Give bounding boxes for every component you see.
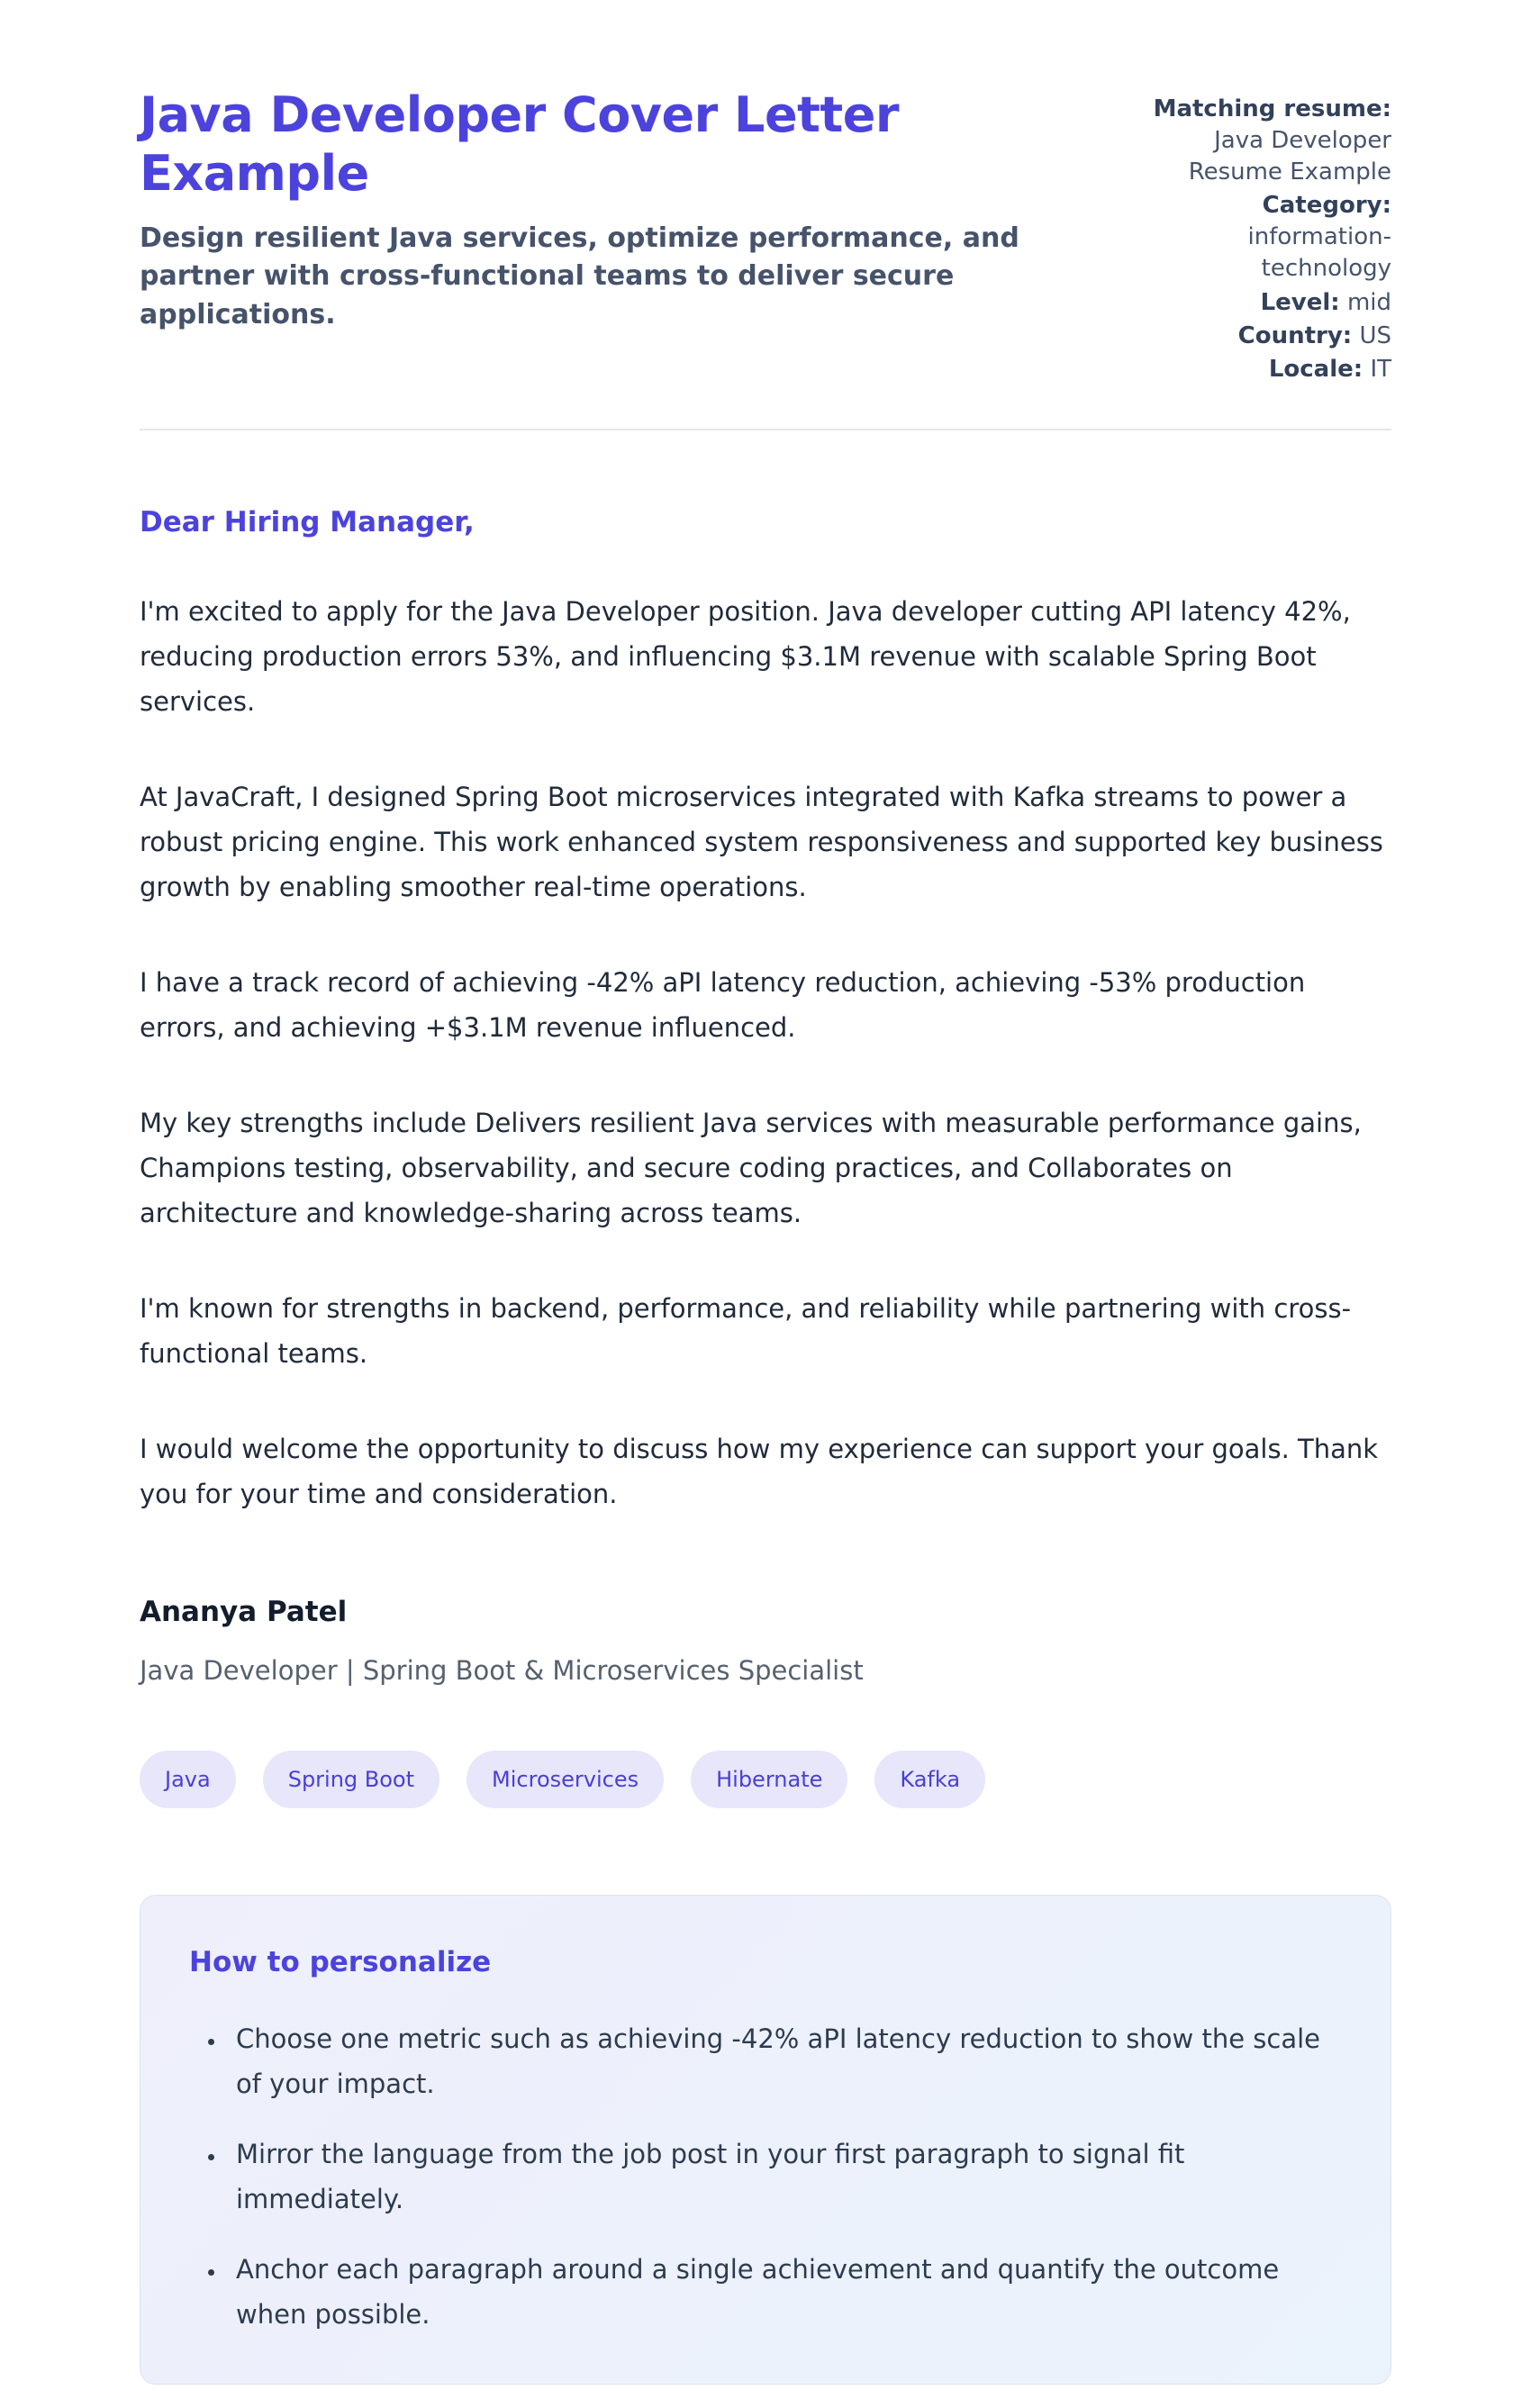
meta-country-label: Country:	[1237, 321, 1353, 349]
meta-category	[1121, 190, 1391, 285]
personalize-tip: • Mirror the language from the job post in your first paragraph to signal fit immediately.	[227, 2132, 1342, 2222]
tag-list	[140, 1751, 1391, 1808]
meta-locale-label: Locale:	[1268, 355, 1363, 383]
tag-chip-hibernate[interactable]: Hibernate	[691, 1751, 847, 1808]
meta-locale	[1121, 354, 1391, 385]
meta-matching-resume	[1121, 94, 1391, 188]
tag-chip-java[interactable]: Java	[140, 1751, 236, 1808]
personalize-card	[140, 1895, 1391, 2385]
meta-matching-resume-value: Java Developer Resume Example	[1188, 127, 1391, 186]
header-meta	[1121, 86, 1391, 387]
meta-category-value: information-technology	[1247, 223, 1391, 283]
letter-paragraph: I would welcome the opportunity to discuss how my experience can support your goals. Thank you for your time and consideration.	[140, 1433, 1379, 1509]
signature-name: Ananya Patel	[140, 1595, 348, 1628]
letter-paragraph: My key strengths include Delivers resilient Java services with measurable performance gains, Champions testing, observability, and secure coding practices, and Collaborates on architecture and knowledge-sharing across teams.	[140, 1107, 1362, 1228]
meta-level-value: mid	[1346, 288, 1391, 316]
letter-paragraph: I have a track record of achieving -42% aPI latency reduction, achieving -53% production errors, and achieving +$3.1M revenue influenced.	[140, 966, 1306, 1043]
tag-chip-microservices[interactable]: Microservices	[467, 1751, 664, 1808]
personalize-tip: • Anchor each paragraph around a single achievement and quantify the outcome when possible.	[227, 2247, 1342, 2337]
meta-country-value: US	[1359, 321, 1391, 349]
tag-chip-spring-boot[interactable]: Spring Boot	[263, 1751, 439, 1808]
signature-role: Java Developer | Spring Boot & Microservices Specialist	[140, 1654, 864, 1686]
meta-locale-value: IT	[1370, 355, 1391, 383]
tag-chip-kafka[interactable]: Kafka	[874, 1751, 985, 1808]
meta-level-label: Level:	[1260, 288, 1340, 316]
page-header	[140, 86, 1391, 430]
letter-body	[140, 506, 1391, 1686]
letter-paragraph: At JavaCraft, I designed Spring Boot microservices integrated with Kafka streams to power a robust pricing engine. This work enhanced system responsiveness and supported key business growth by enabling smoother real-time operations.	[140, 781, 1383, 902]
page-title: Java Developer Cover Letter Example	[140, 86, 899, 202]
personalize-tip: • Choose one metric such as achieving -42% aPI latency reduction to show the scale of your impact.	[227, 2016, 1342, 2106]
meta-category-label: Category:	[1262, 192, 1391, 220]
letter-paragraph: I'm known for strengths in backend, performance, and reliability while partnering with cross-functional teams.	[140, 1292, 1352, 1369]
page-subtitle: Design resilient Java services, optimize performance, and partner with cross-functional teams to deliver secure applications.	[140, 222, 1019, 330]
salutation-heading: Dear Hiring Manager,	[140, 505, 475, 539]
meta-country	[1121, 321, 1391, 352]
personalize-tip-list	[189, 2016, 1342, 2337]
letter-paragraph: I'm excited to apply for the Java Developer position. Java developer cutting API latency 42%, reducing production errors 53%, and influencing $3.1M revenue with scalable Spring Boot services.	[140, 595, 1351, 717]
meta-level	[1121, 287, 1391, 319]
page-container	[140, 0, 1391, 2385]
header-title-block	[140, 86, 1022, 334]
meta-matching-resume-label: Matching resume:	[1153, 95, 1391, 122]
personalize-title: How to personalize	[189, 1945, 492, 1978]
